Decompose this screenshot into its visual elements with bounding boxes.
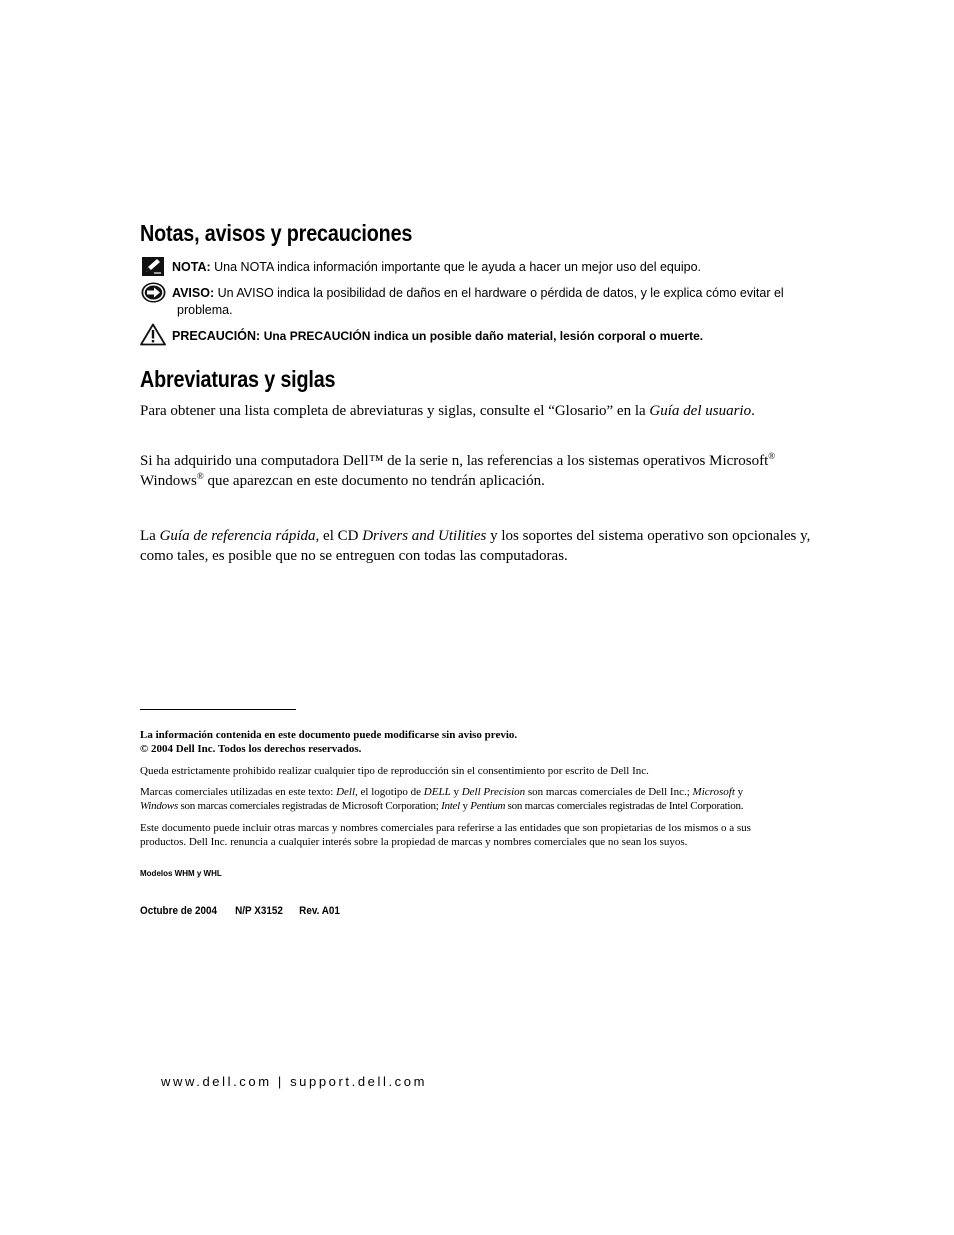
other-line-2: productos. Dell Inc. renuncia a cualquier interés sobre la propiedad de marcas y nombres comerciales que no sean los suyos. [140, 836, 688, 848]
user-guide-ref: Guía del usuario [649, 403, 752, 419]
doc-date: Octubre de 2004 [140, 905, 218, 917]
tm-text: son marcas comerciales registradas de Intel Corporation. [505, 800, 744, 812]
copyright-line: © 2004 Dell Inc. Todos los derechos reservados. [140, 743, 362, 755]
tm-text: son marcas comerciales registradas de Microsoft Corporation; [177, 800, 442, 812]
p3-text-line2: como tales, es posible que no se entreguen con todas las computadoras. [140, 548, 568, 564]
footer-divider [140, 709, 296, 710]
abbrev-paragraph [140, 401, 755, 421]
precaucion-label: PRECAUCIÓN: [172, 329, 261, 343]
aviso-label: AVISO: [172, 286, 215, 300]
notice-arrow-icon [141, 282, 166, 308]
registered-mark: ® [768, 451, 776, 461]
part-number: N/P X3152 [235, 905, 283, 917]
tm-pentium: Pentium [470, 800, 506, 812]
nota-label: NOTA: [172, 260, 211, 274]
tm-dell-precision: Dell Precision [461, 786, 526, 798]
tm-text: y [734, 786, 744, 798]
p3-text: , el CD [315, 528, 363, 544]
p1-text: Para obtener una lista completa de abreviaturas y siglas, consulte el “Glosario” en la [140, 403, 650, 419]
n-series-paragraph [140, 451, 775, 491]
tm-dell-logo: DELL [423, 786, 451, 798]
registered-mark: ® [196, 471, 204, 481]
p2-windows: Windows [140, 473, 197, 489]
optional-media-paragraph [140, 526, 810, 566]
p3-text: La [140, 528, 160, 544]
tm-windows: Windows [140, 800, 178, 812]
tm-text: son marcas comerciales de Dell Inc.; [525, 786, 693, 798]
drivers-utilities-ref: Drivers and Utilities [362, 528, 487, 544]
notes-section-title: Notas, avisos y precauciones [140, 220, 413, 246]
pencil-note-icon [142, 257, 164, 281]
prohibited-line: Queda estrictamente prohibido realizar cualquier tipo de reproducción sin el consentimiento por escrito de Dell Inc. [140, 765, 649, 777]
tm-dell: Dell [336, 786, 356, 798]
tm-text: Marcas comerciales utilizadas en este texto: [140, 786, 337, 798]
quick-reference-ref: Guía de referencia rápida [159, 528, 316, 544]
tm-microsoft: Microsoft [692, 786, 735, 798]
tm-text: y [459, 800, 471, 812]
document-info-line [140, 905, 340, 917]
models-line: Modelos WHM y WHL [140, 869, 222, 878]
tm-text: y [450, 786, 462, 798]
other-trademarks-paragraph [140, 821, 751, 849]
other-line-1: Este documento puede incluir otras marcas y nombres comerciales para referirse a las entidades que son propietarias de los mismos o a sus [140, 822, 751, 834]
website-footer: www.dell.com | support.dell.com [161, 1074, 428, 1089]
p2-text: Si ha adquirido una computadora Dell™ de la serie n, las referencias a los sistemas operativos Microsoft [140, 453, 769, 469]
revision: Rev. A01 [299, 905, 340, 917]
p1-end: . [751, 403, 755, 419]
caution-triangle-icon [140, 323, 166, 351]
precaucion-row [172, 329, 703, 343]
nota-row [172, 260, 701, 274]
nota-text: Una NOTA indica información importante que le ayuda a hacer un mejor uso del equipo. [214, 260, 701, 274]
abbrev-section-title: Abreviaturas y siglas [140, 366, 336, 392]
precaucion-text: Una PRECAUCIÓN indica un posible daño material, lesión corporal o muerte. [263, 329, 704, 343]
aviso-text-continued: problema. [177, 303, 233, 317]
info-line: La información contenida en este documento puede modificarse sin aviso previo. [140, 729, 518, 741]
aviso-text: Un AVISO indica la posibilidad de daños en el hardware o pérdida de datos, y le explica cómo evitar el [217, 286, 784, 300]
trademarks-paragraph [140, 785, 743, 813]
footer-info [140, 728, 517, 756]
p2-text-end: que aparezcan en este documento no tendrán aplicación. [203, 473, 545, 489]
aviso-row [172, 286, 784, 300]
tm-text: , el logotipo de [355, 786, 424, 798]
p3-text: y los soportes del sistema operativo son opcionales y, [486, 528, 811, 544]
tm-intel: Intel [441, 800, 460, 812]
